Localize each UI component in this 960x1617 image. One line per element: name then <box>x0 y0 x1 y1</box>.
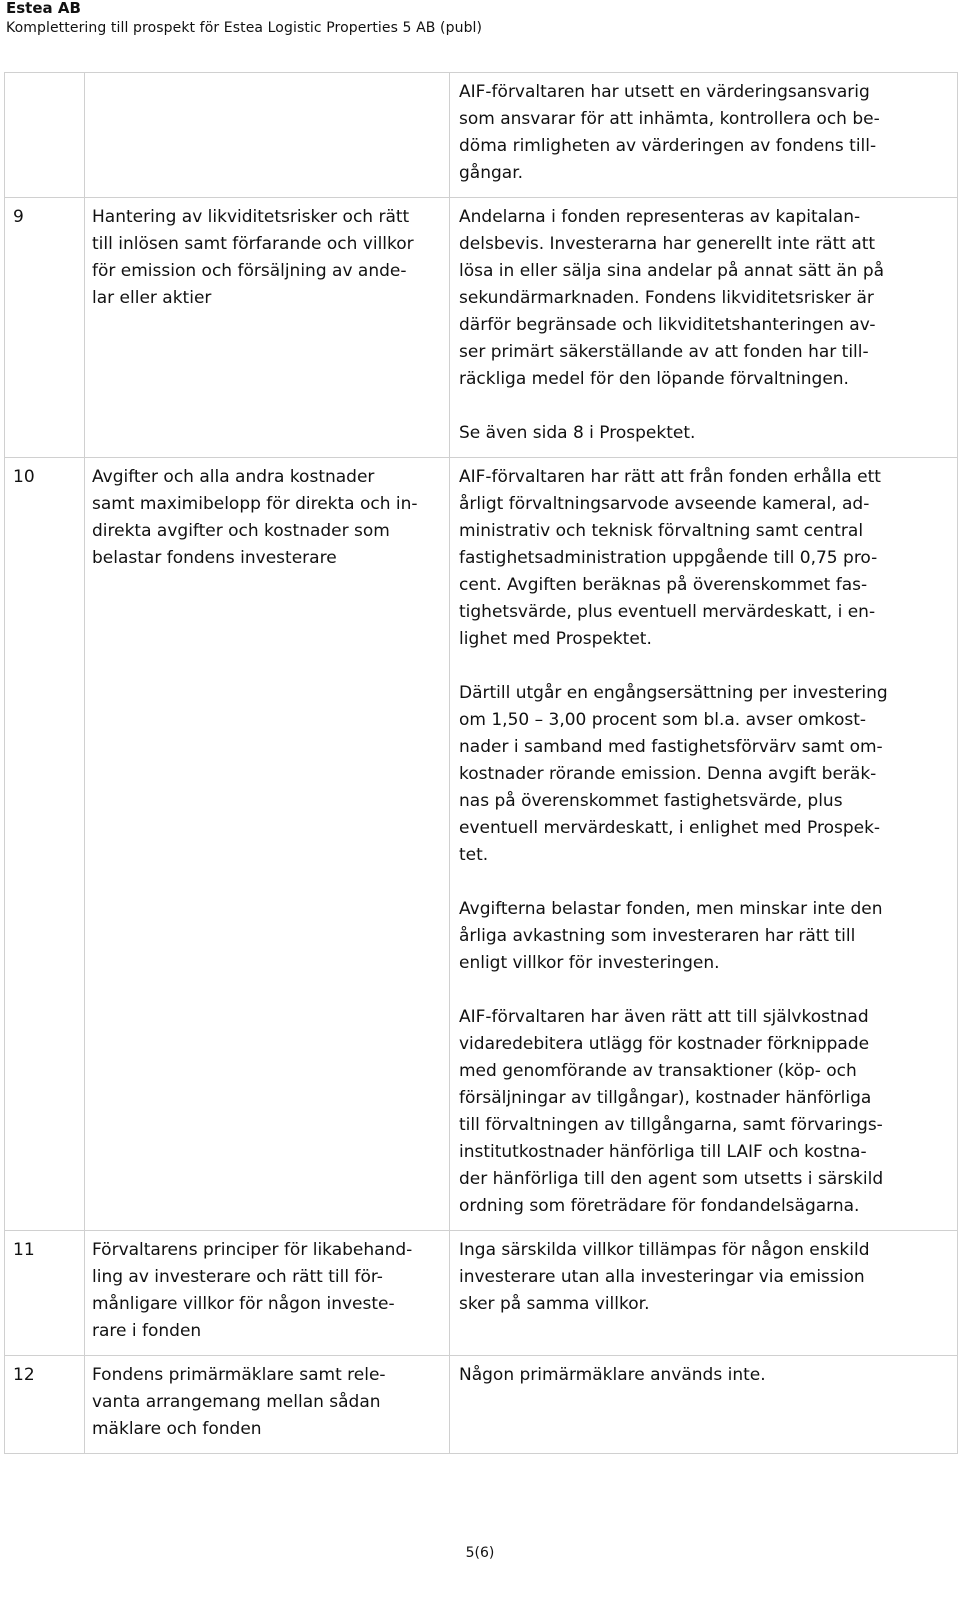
item-description <box>85 1231 450 1356</box>
paragraph: Se även sida 8 i Prospektet. <box>459 423 696 443</box>
item-information <box>450 1231 958 1356</box>
paragraph: AIF-förvaltaren har även rätt att till självkostnad vidaredebitera utlägg för kostnader förknippade med genomförande av transaktioner (köp- och försäljningar av tillgångar), kostnader hänförliga till förvaltningen av tillgångarna, samt förvarings- institutkostnader hänförliga till LAIF och kostna- der hänförliga till den agent som utsetts i särskild ordning som företrädare för fondandelsägarna. <box>459 1007 884 1216</box>
item-description <box>85 458 450 1231</box>
paragraph: Andelarna i fonden representeras av kapitalan- delsbevis. Investerarna har generellt inte rätt att lösa in eller sälja sina andelar på annat sätt än på sekundärmarknaden. Fondens likviditetsrisker är därför begränsade och likviditetshanteringen av- ser primärt säkerställande av att fonden har till- räckliga medel för den löpande förvaltningen. <box>459 207 885 389</box>
item-description-text: Förvaltarens principer för likabehand- ling av investerare och rätt till för- månligare villkor för någon investe- rare i fonden <box>92 1240 413 1341</box>
item-number <box>5 73 85 198</box>
item-information <box>450 458 958 1231</box>
table-row <box>5 1231 958 1356</box>
table-row <box>5 198 958 458</box>
item-description-text: Fondens primärmäklare samt rele- vanta arrangemang mellan sådan mäklare och fonden <box>92 1365 386 1439</box>
page-number: 5(6) <box>465 1545 495 1561</box>
item-description <box>85 73 450 198</box>
item-number: 11 <box>5 1231 85 1356</box>
page-header <box>6 0 482 39</box>
document-title: Komplettering till prospekt för Estea Logistic Properties 5 AB (publ) <box>6 20 483 36</box>
item-information <box>450 73 958 198</box>
paragraph: Någon primärmäklare används inte. <box>459 1365 766 1385</box>
paragraph: Avgifterna belastar fonden, men minskar inte den årliga avkastning som investeraren har rätt till enligt villkor för investeringen. <box>459 899 883 973</box>
prospectus-table <box>4 72 958 1454</box>
item-information <box>450 198 958 458</box>
item-description-text: Hantering av likviditetsrisker och rätt till inlösen samt förfarande och villkor för emission och försäljning av ande- lar eller aktier <box>92 207 414 308</box>
table-row <box>5 458 958 1231</box>
table-row <box>5 73 958 198</box>
item-description <box>85 198 450 458</box>
table-row <box>5 1356 958 1454</box>
item-number: 12 <box>5 1356 85 1454</box>
company-name: Estea AB <box>6 0 81 17</box>
paragraph: Därtill utgår en engångsersättning per investering om 1,50 – 3,00 procent som bl.a. avser omkost- nader i samband med fastighetsförvärv samt om- kostnader rörande emission. Denna avgift beräk- nas på överenskommet fastighetsvärde, plus eventuell mervärdeskatt, i enlighet med Prospek- tet. <box>459 683 888 865</box>
paragraph: AIF-förvaltaren har utsett en värderingsansvarig som ansvarar för att inhämta, kontrollera och be- döma rimligheten av värderingen av fondens till- gångar. <box>459 82 880 183</box>
item-number: 9 <box>5 198 85 458</box>
paragraph: AIF-förvaltaren har rätt att från fonden erhålla ett årligt förvaltningsarvode avseende kameral, ad- ministrativ och teknisk förvaltning samt central fastighetsadministration uppgående till 0,75 pro- cent. Avgiften beräknas på överenskommet fas- tighetsvärde, plus eventuell mervärdeskatt, i en- lighet med Prospektet. <box>459 467 881 649</box>
item-description-text: Avgifter och alla andra kostnader samt maximibelopp för direkta och in- direkta avgifter och kostnader som belastar fondens investerare <box>92 467 418 568</box>
item-number: 10 <box>5 458 85 1231</box>
paragraph: Inga särskilda villkor tillämpas för någon enskild investerare utan alla investeringar via emission sker på samma villkor. <box>459 1240 870 1314</box>
item-information <box>450 1356 958 1454</box>
item-description <box>85 1356 450 1454</box>
